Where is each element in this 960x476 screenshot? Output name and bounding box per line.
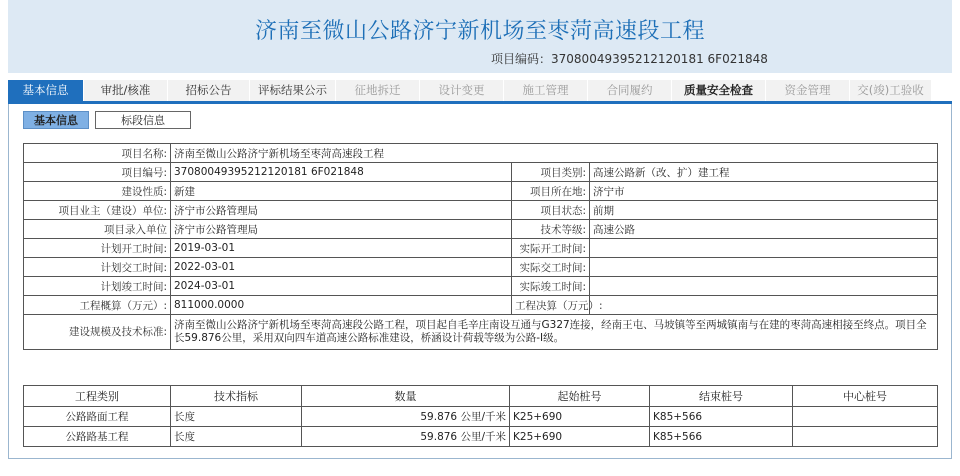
plan-start-value: 2019-03-01 xyxy=(171,239,512,258)
final-value xyxy=(590,296,938,315)
page-header xyxy=(8,0,952,73)
nature-value: 新建 xyxy=(171,182,512,201)
plan-handover-value: 2022-03-01 xyxy=(171,258,512,277)
entry-value: 济宁市公路管理局 xyxy=(171,220,512,239)
table-header-row xyxy=(24,386,938,407)
subtab-basic-info[interactable]: 基本信息 xyxy=(23,111,89,129)
tab-land-acquisition[interactable]: 征地拆迁 xyxy=(336,80,420,101)
row-category: 公路路基工程 xyxy=(24,427,171,447)
entry-label: 项目录入单位 xyxy=(24,220,171,239)
tab-quality-safety[interactable]: 质量安全检查 xyxy=(672,80,766,101)
actual-complete-label: 实际竣工时间: xyxy=(512,277,590,296)
project-title: 济南至微山公路济宁新机场至枣菏高速段工程 xyxy=(254,19,705,44)
col-start-stake: 起始桩号 xyxy=(510,386,650,407)
main-tabs xyxy=(8,80,952,101)
tab-tender-notice[interactable]: 招标公告 xyxy=(168,80,250,101)
project-code-label: 项目编码： xyxy=(491,52,552,66)
type-label: 项目类别: xyxy=(512,163,590,182)
row-category: 公路路面工程 xyxy=(24,407,171,427)
row-indicator: 长度 xyxy=(171,407,302,427)
name-label: 项目名称: xyxy=(24,144,171,163)
plan-complete-label: 计划竣工时间: xyxy=(24,277,171,296)
scale-label: 建设规模及技术标准: xyxy=(24,315,171,350)
col-quantity: 数量 xyxy=(302,386,510,407)
row-indicator: 长度 xyxy=(171,427,302,447)
tab-construction[interactable]: 施工管理 xyxy=(504,80,588,101)
row-center-stake xyxy=(793,427,938,447)
code-label: 项目编号: xyxy=(24,163,171,182)
location-label: 项目所在地: xyxy=(512,182,590,201)
col-indicator: 技术指标 xyxy=(171,386,302,407)
plan-start-label: 计划开工时间: xyxy=(24,239,171,258)
table-row xyxy=(24,427,938,447)
tab-basic-info[interactable]: 基本信息 xyxy=(8,80,84,101)
scale-value: 济南至微山公路济宁新机场至枣菏高速段公路工程，项目起自毛辛庄南设互通与G327连接，经南王屯、马坡镇等至两城镇南与在建的枣菏高速相接至终点。项目全长59.876公里，采用双向四车道高速公路标准建设，桥涵设计荷载等级为公路-I级。 xyxy=(171,315,938,350)
actual-start-label: 实际开工时间: xyxy=(512,239,590,258)
actual-complete-value xyxy=(590,277,938,296)
tab-funds[interactable]: 资金管理 xyxy=(766,80,850,101)
grade-value: 高速公路 xyxy=(590,220,938,239)
owner-label: 项目业主（建设）单位: xyxy=(24,201,171,220)
tab-design-change[interactable]: 设计变更 xyxy=(420,80,504,101)
row-start-stake: K25+690 xyxy=(510,407,650,427)
owner-value: 济宁市公路管理局 xyxy=(171,201,512,220)
row-center-stake xyxy=(793,407,938,427)
row-end-stake: K85+566 xyxy=(650,407,793,427)
tab-approval[interactable]: 审批/核准 xyxy=(84,80,168,101)
plan-complete-value: 2024-03-01 xyxy=(171,277,512,296)
budget-value: 811000.0000 xyxy=(171,296,512,315)
row-quantity: 59.876 公里/千米 xyxy=(302,427,510,447)
tab-bid-result[interactable]: 评标结果公示 xyxy=(250,80,336,101)
actual-start-value xyxy=(590,239,938,258)
grade-label: 技术等级: xyxy=(512,220,590,239)
subtab-section-info[interactable]: 标段信息 xyxy=(95,111,191,129)
location-value: 济宁市 xyxy=(590,182,938,201)
actual-handover-value xyxy=(590,258,938,277)
col-end-stake: 结束桩号 xyxy=(650,386,793,407)
nature-label: 建设性质: xyxy=(24,182,171,201)
col-center-stake: 中心桩号 xyxy=(793,386,938,407)
work-items-table xyxy=(23,385,938,447)
row-start-stake: K25+690 xyxy=(510,427,650,447)
row-quantity: 59.876 公里/千米 xyxy=(302,407,510,427)
tab-acceptance[interactable]: 交(竣)工验收 xyxy=(850,80,932,101)
table-row xyxy=(24,407,938,427)
row-end-stake: K85+566 xyxy=(650,427,793,447)
status-value: 前期 xyxy=(590,201,938,220)
tab-contract[interactable]: 合同履约 xyxy=(588,80,672,101)
actual-handover-label: 实际交工时间: xyxy=(512,258,590,277)
sub-tabs xyxy=(23,111,191,129)
type-value: 高速公路新（改、扩）建工程 xyxy=(590,163,938,182)
name-value: 济南至微山公路济宁新机场至枣菏高速段工程 xyxy=(171,144,938,163)
status-label: 项目状态: xyxy=(512,201,590,220)
project-code xyxy=(491,50,768,67)
budget-label: 工程概算（万元）: xyxy=(24,296,171,315)
project-code-value: 37080049395212120181 6F021848 xyxy=(551,52,768,66)
col-category: 工程类别 xyxy=(24,386,171,407)
final-label: 工程决算（万元）: xyxy=(512,296,590,315)
project-info-table xyxy=(23,143,938,350)
plan-handover-label: 计划交工时间: xyxy=(24,258,171,277)
code-value: 37080049395212120181 6F021848 xyxy=(171,163,512,182)
